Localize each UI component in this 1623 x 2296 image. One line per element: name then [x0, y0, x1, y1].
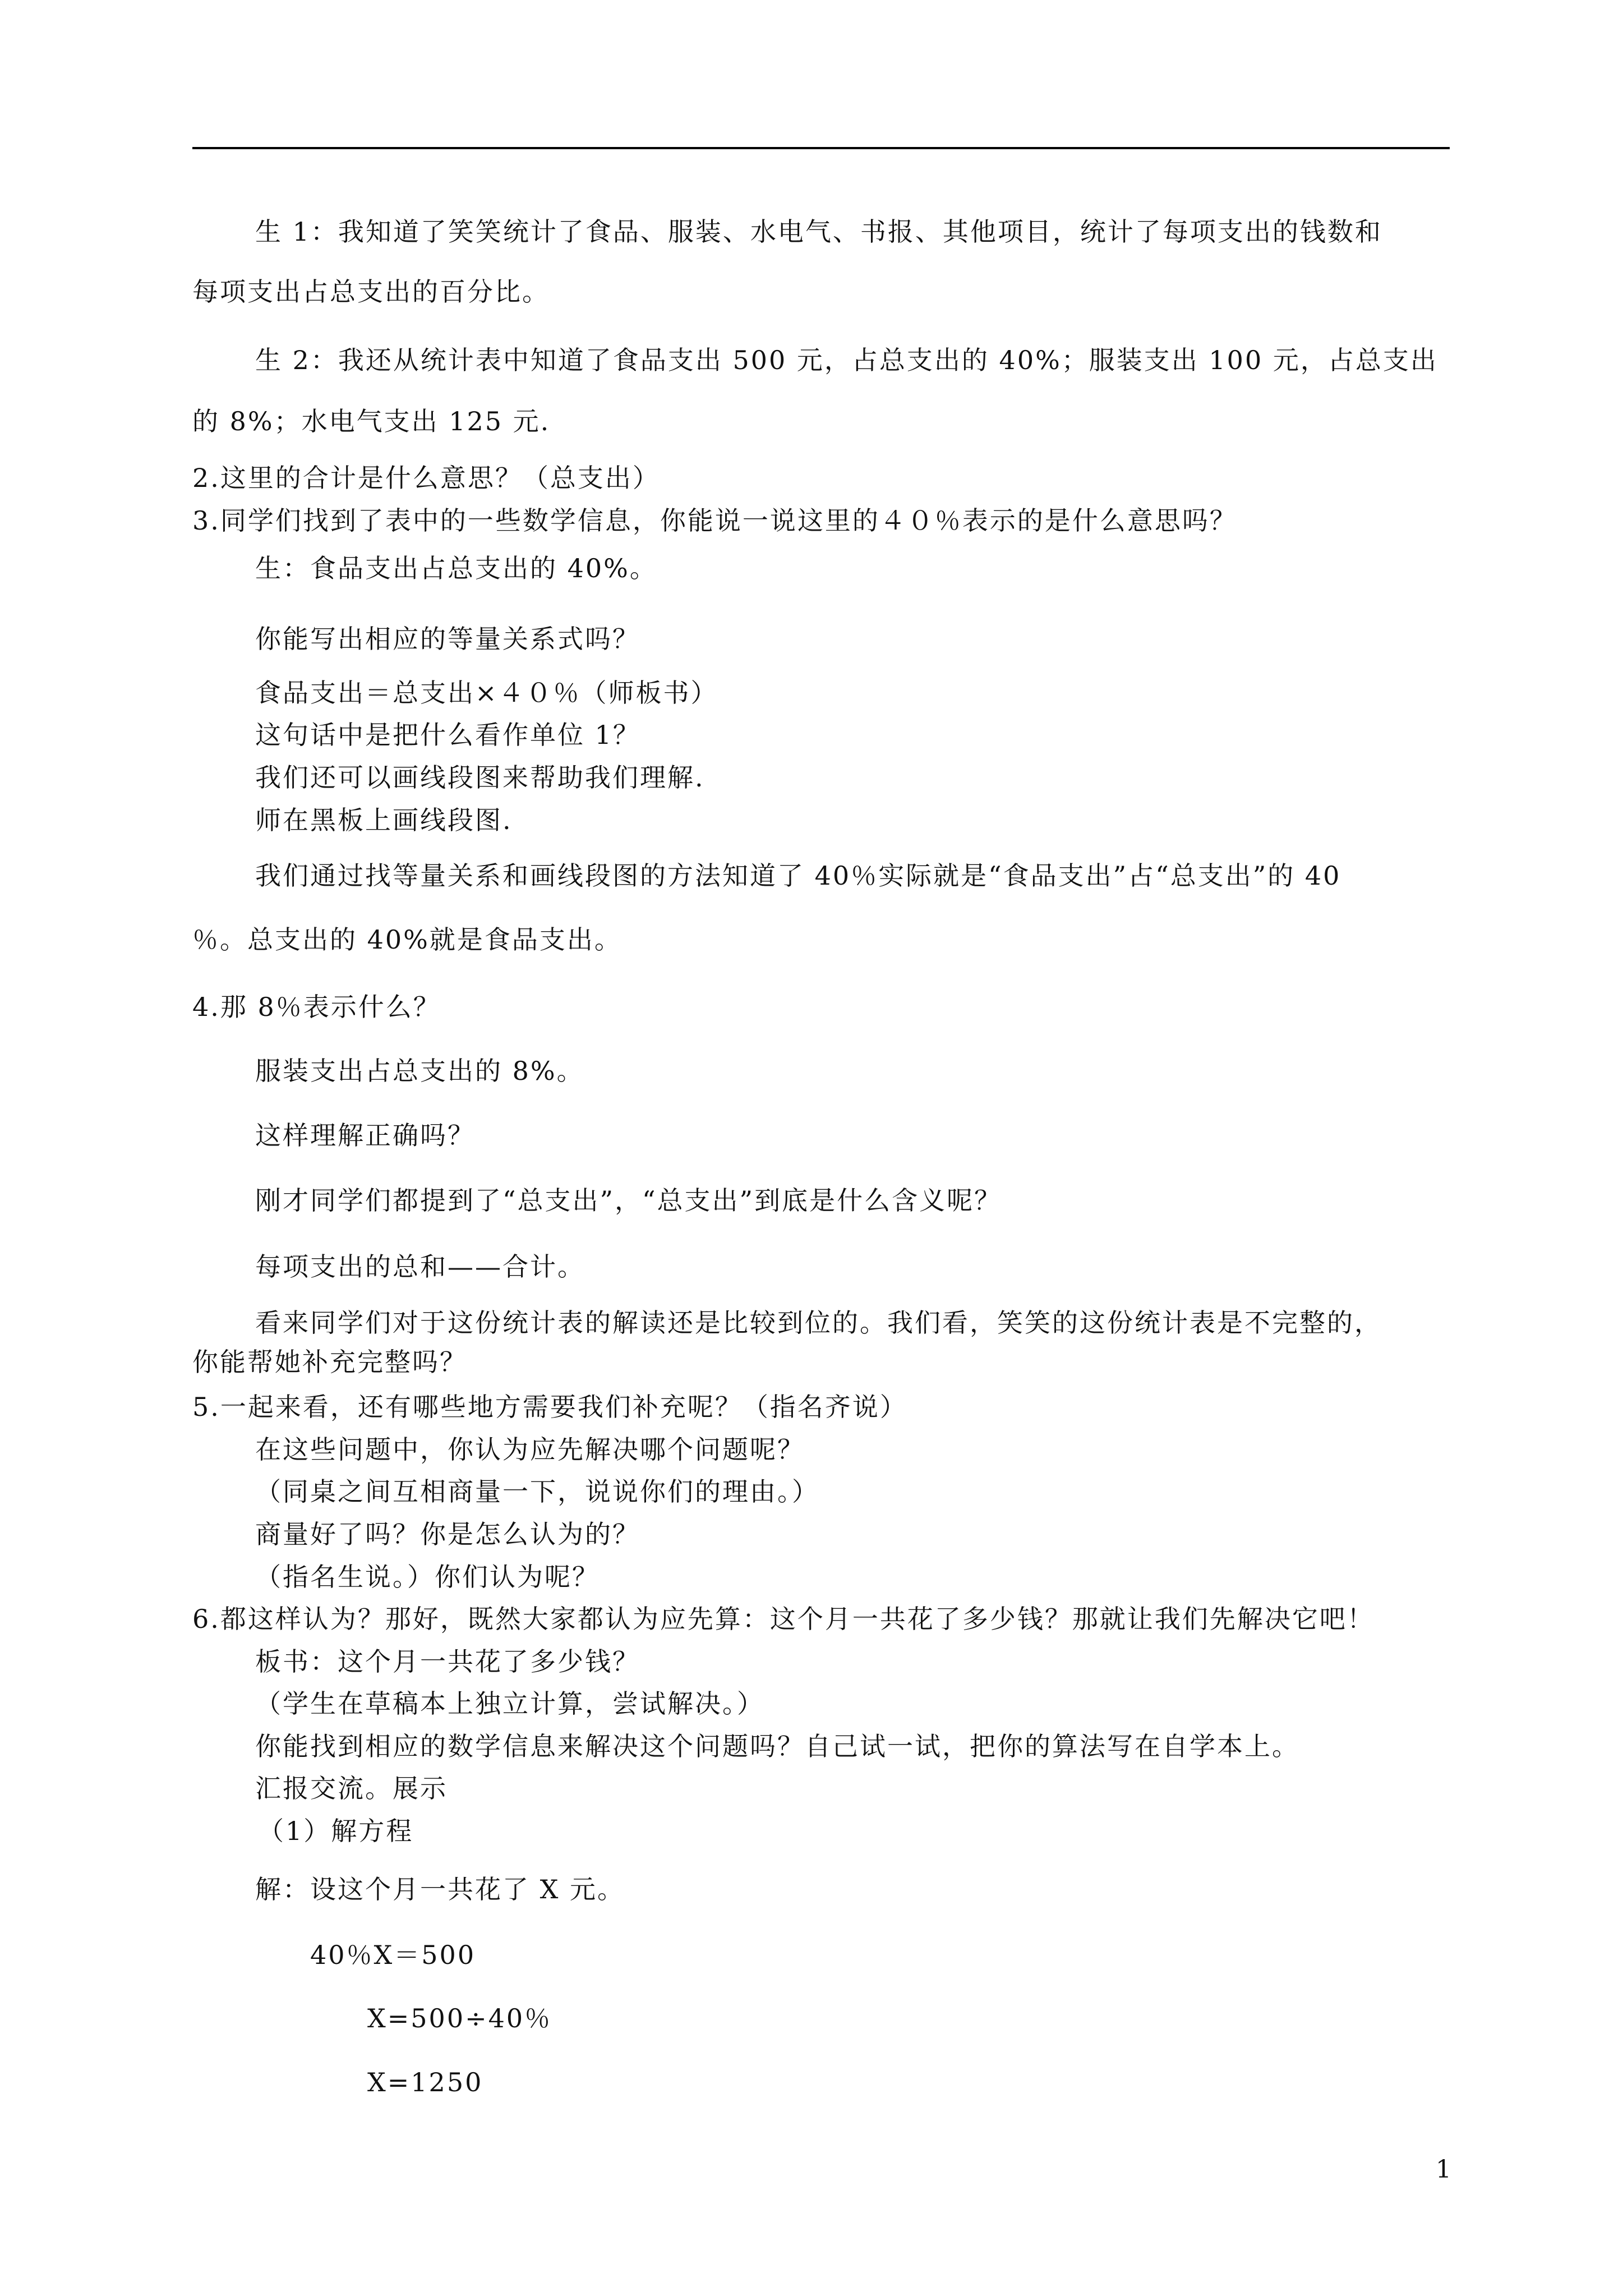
text-line: 食品支出＝总支出×４０％（师板书） [255, 678, 718, 708]
text-line: 师在黑板上画线段图. [255, 805, 513, 835]
text-line: 这样理解正确吗？ [255, 1120, 475, 1151]
text-line: （指名生说。）你们认为呢？ [255, 1562, 600, 1592]
text-line: 4.那 8％表示什么？ [192, 992, 441, 1022]
text-line: 5.一起来看，还有哪些地方需要我们补充呢？（指名齐说） [192, 1392, 907, 1422]
text-line: 6.都这样认为？那好，既然大家都认为应先算：这个月一共花了多少钱？那就让我们先解决它吧！ [192, 1604, 1375, 1634]
text-line: 2.这里的合计是什么意思？（总支出） [192, 463, 660, 493]
text-line: 生：食品支出占总支出的 40%。 [255, 553, 657, 583]
text-line: 生 2：我还从统计表中知道了食品支出 500 元，占总支出的 40%；服装支出 100 元，占总支出 [255, 345, 1438, 375]
text-line: 在这些问题中，你认为应先解决哪个问题呢？ [255, 1434, 805, 1465]
text-line: （同桌之间互相商量一下，说说你们的理由。） [255, 1476, 819, 1507]
text-line: 刚才同学们都提到了“总支出”，“总支出”到底是什么含义呢？ [255, 1185, 1002, 1216]
text-line: ％。总支出的 40%就是食品支出。 [192, 924, 622, 955]
text-line: 这句话中是把什么看作单位 1？ [255, 720, 640, 750]
text-line: 我们还可以画线段图来帮助我们理解. [255, 762, 705, 793]
text-line: （学生在草稿本上独立计算，尝试解决。） [255, 1688, 764, 1719]
text-line: 解：设这个月一共花了 X 元。 [255, 1874, 625, 1904]
header-rule [192, 147, 1450, 149]
text-line: 服装支出占总支出的 8%。 [255, 1056, 584, 1086]
text-line: 每项支出占总支出的百分比。 [192, 277, 550, 307]
text-line: 你能帮她补充完整吗？ [192, 1347, 467, 1377]
text-line: 你能写出相应的等量关系式吗？ [255, 624, 640, 654]
text-line: 每项支出的总和——合计。 [255, 1251, 585, 1282]
text-line: 看来同学们对于这份统计表的解读还是比较到位的。我们看，笑笑的这份统计表是不完整的， [255, 1308, 1382, 1338]
page-number: 1 [1436, 2155, 1451, 2184]
text-line: 的 8%；水电气支出 125 元. [192, 406, 551, 436]
text-line: 3.同学们找到了表中的一些数学信息，你能说一说这里的４０％表示的是什么意思吗？ [192, 505, 1237, 536]
text-line: 我们通过找等量关系和画线段图的方法知道了 40％实际就是“食品支出”占“总支出”的 40 [255, 861, 1341, 891]
text-line: 商量好了吗？你是怎么认为的？ [255, 1519, 640, 1549]
text-line: 汇报交流。展示 [255, 1773, 448, 1803]
text-line: 生 1：我知道了笑笑统计了食品、服装、水电气、书报、其他项目，统计了每项支出的钱数和 [255, 217, 1382, 247]
text-line: 板书：这个月一共花了多少钱？ [255, 1646, 640, 1677]
text-line: （1）解方程 [258, 1816, 414, 1846]
text-line: 你能找到相应的数学信息来解决这个问题吗？自己试一试，把你的算法写在自学本上。 [255, 1731, 1299, 1761]
equation-line: X=1250 [367, 2067, 483, 2097]
equation-line: X=500÷40％ [367, 2003, 552, 2033]
equation-line: 40％X＝500 [310, 1940, 476, 1970]
